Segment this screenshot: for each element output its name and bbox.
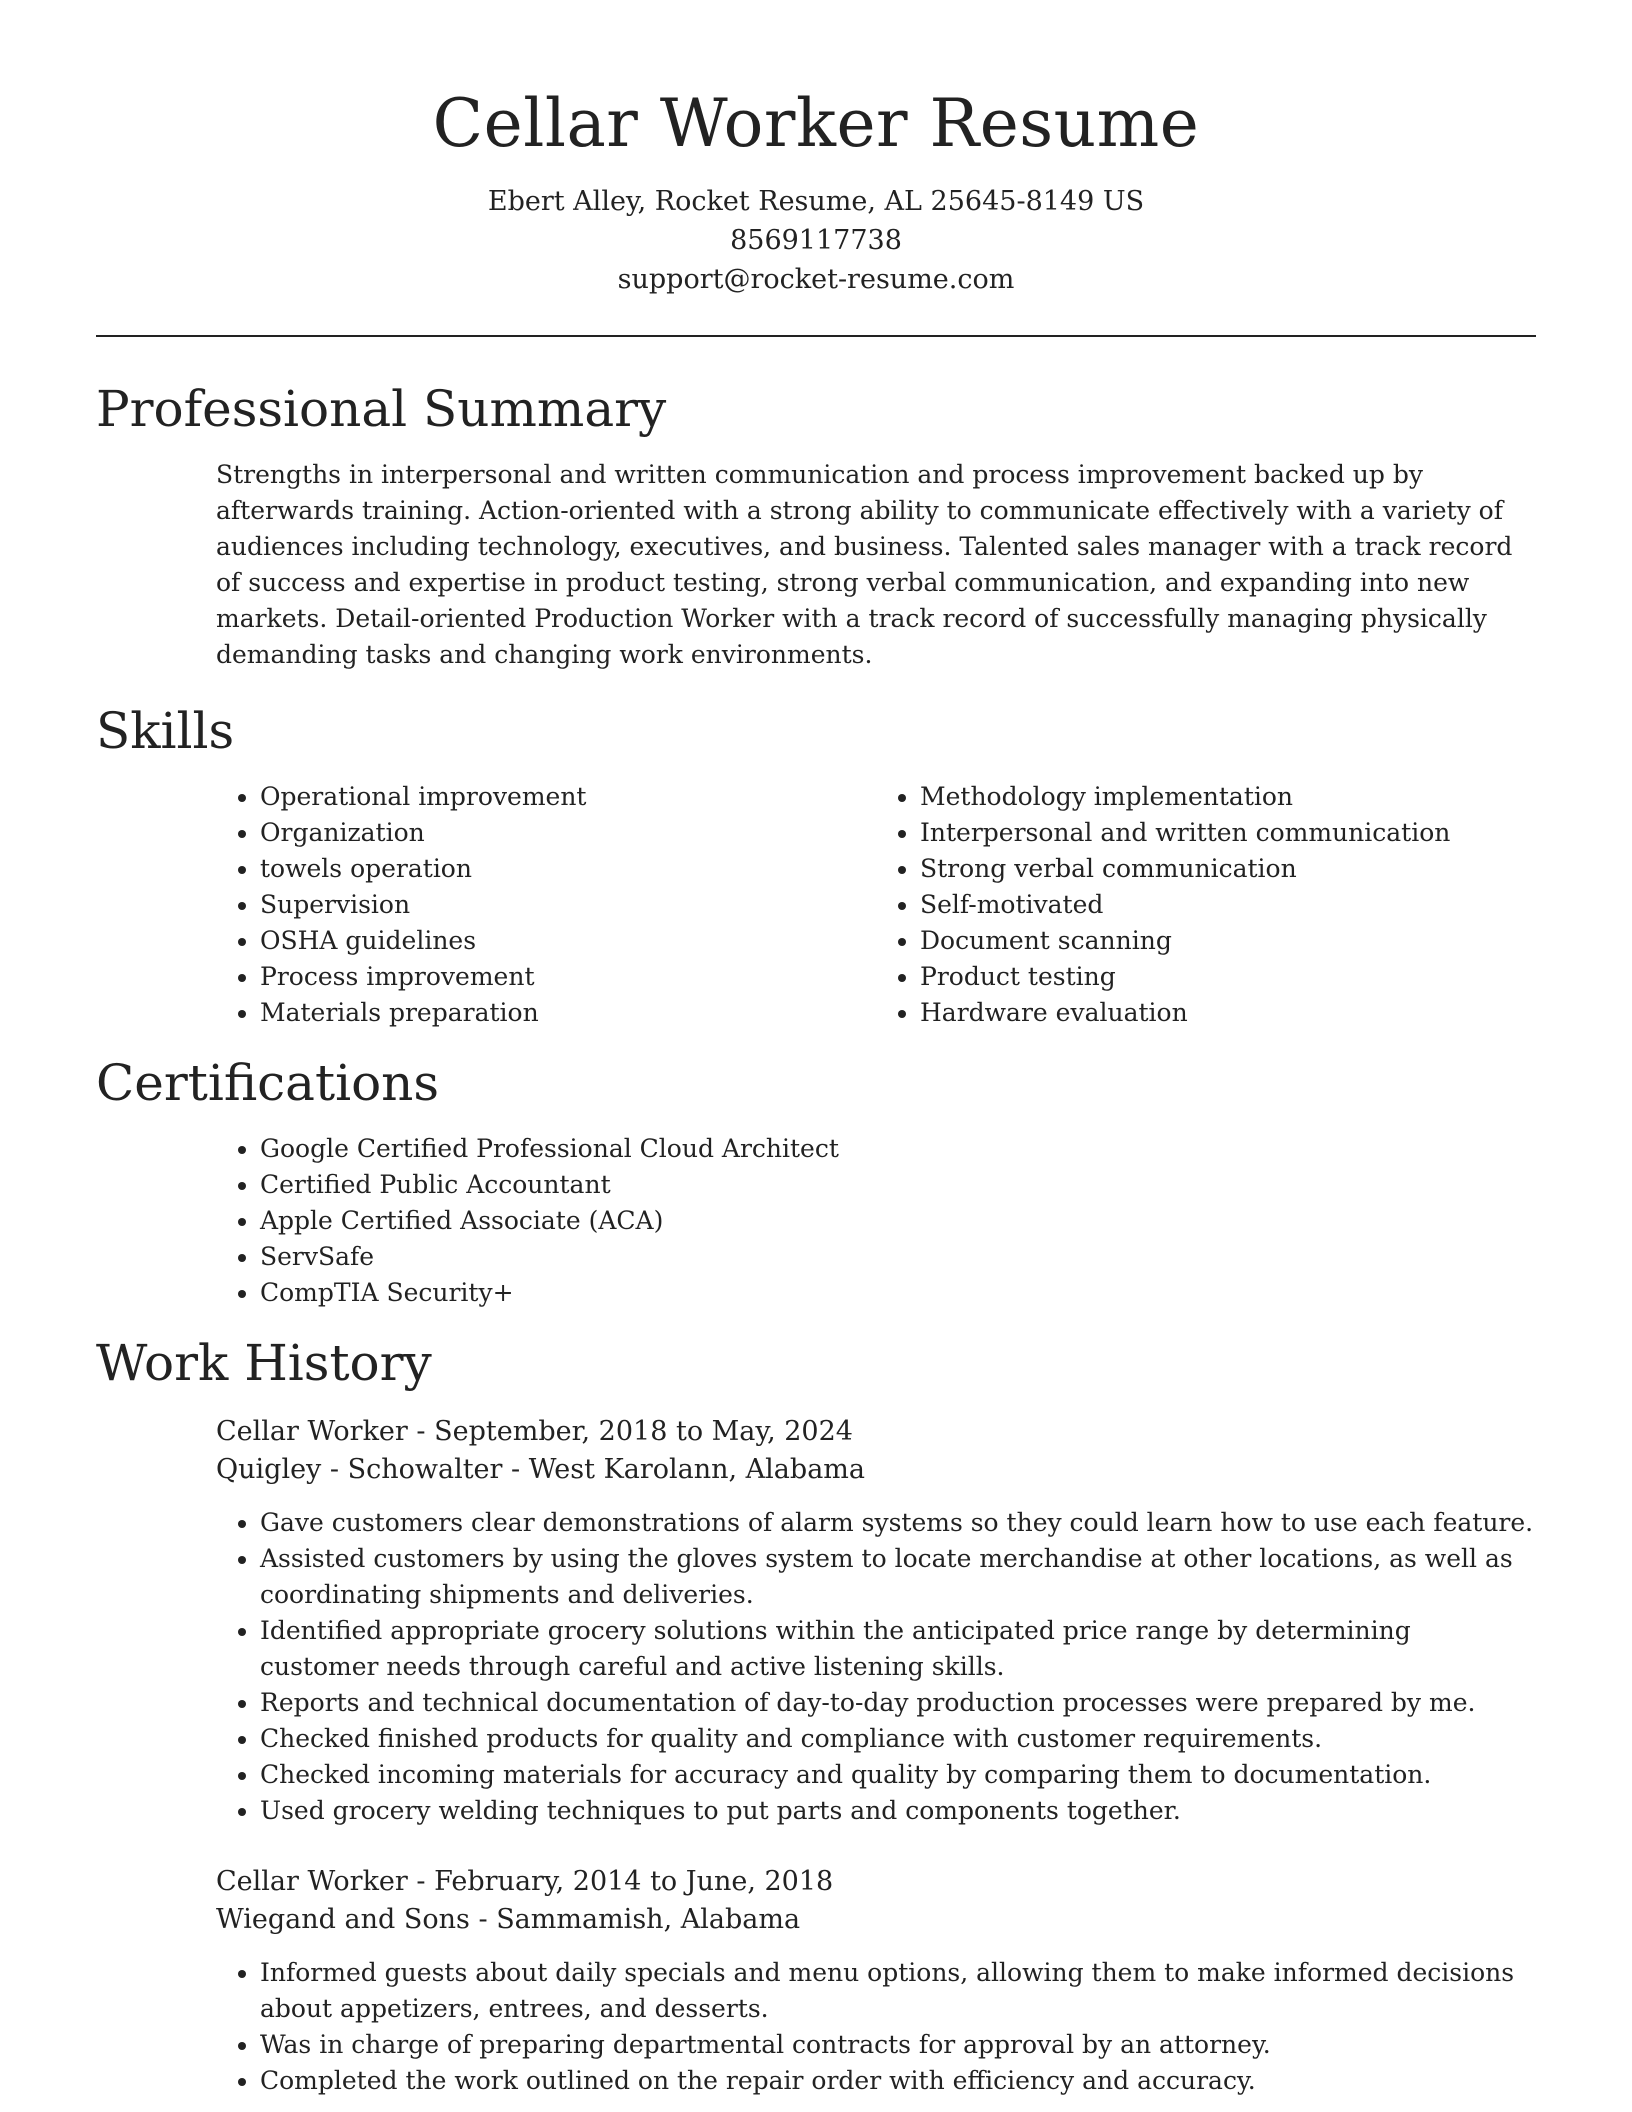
skill-item: • Strong verbal communication [920,851,1536,887]
certification-item: • CompTIA Security+ [260,1275,1536,1311]
job-bullets [216,1505,1536,1829]
certification-item: • Apple Certified Associate (ACA) [260,1203,1536,1239]
job-bullet: • Checked finished products for quality and compliance with customer requirements. [260,1721,1536,1757]
job-bullets [216,1955,1536,2099]
contact-block [96,182,1536,299]
certifications-ul [216,1131,1536,1311]
skill-item: • Product testing [920,959,1536,995]
skill-item: • Self-motivated [920,887,1536,923]
certification-item: • Certified Public Accountant [260,1167,1536,1203]
summary-heading: Professional Summary [96,379,667,438]
job-company-line: Wiegand and Sons - Sammamish, Alabama [216,1903,801,1935]
skills-list [216,779,1536,1031]
skill-item: • Organization [260,815,876,851]
skill-item: • Document scanning [920,923,1536,959]
skill-item: • Process improvement [260,959,876,995]
skills-heading: Skills [96,701,235,760]
contact-phone: 8569117738 [730,224,902,256]
job-dates: February, 2014 to June, 2018 [434,1865,834,1897]
skill-item: • Interpersonal and written communication [920,815,1536,851]
skill-item: • Materials preparation [260,995,876,1031]
job-bullet: • Assisted customers by using the gloves system to locate merchandise at other locations, as well as coordinating shipments and deliveries. [260,1541,1536,1613]
certifications-list [216,1131,1536,1311]
job-location: Sammamish, Alabama [496,1903,801,1935]
work-history-heading: Work History [96,1333,432,1392]
job-title-line: Cellar Worker - February, 2014 to June, 2018 [216,1865,834,1897]
job-header [216,1863,1536,1939]
job-bullet: • Gave customers clear demonstrations of alarm systems so they could learn how to use each feature. [260,1505,1536,1541]
job-bullet: • Informed guests about daily specials and menu options, allowing them to make informed decisions about appetizers, entrees, and desserts. [260,1955,1536,2027]
job-bullet: • Was in charge of preparing departmental contracts for approval by an attorney. [260,2027,1536,2063]
skill-item: • Supervision [260,887,876,923]
job-bullet: • Identified appropriate grocery solutions within the anticipated price range by determining customer needs through careful and active listening skills. [260,1613,1536,1685]
resume-title: Cellar Worker Resume [432,85,1200,162]
job-entry [216,1413,1536,1829]
summary-text: Strengths in interpersonal and written communication and process improvement backed up by afterwards training. Action-oriented with a strong ability to communicate effectively with a variety of audiences including technology, executives, and business. Talented sales manager with a track record of success and expertise in product testing, strong verbal communication, and expanding into new markets. Detail-oriented Production Worker with a track record of successfully managing physically demanding tasks and changing work environments. [216,459,1513,669]
job-header [216,1413,1536,1489]
skills-column-left [216,779,876,1031]
job-dates: September, 2018 to May, 2024 [434,1415,853,1447]
skills-column-right [876,779,1536,1031]
job-company: Wiegand and Sons [216,1903,470,1935]
job-bullet: • Reports and technical documentation of day-to-day production processes were prepared by me. [260,1685,1536,1721]
skill-item: • OSHA guidelines [260,923,876,959]
job-title-line: Cellar Worker - September, 2018 to May, 2024 [216,1415,853,1447]
job-bullet: • Checked incoming materials for accuracy and quality by comparing them to documentation. [260,1757,1536,1793]
job-company-line: Quigley - Schowalter - West Karolann, Alabama [216,1453,865,1485]
skill-item: • Operational improvement [260,779,876,815]
skill-item: • towels operation [260,851,876,887]
contact-address: Ebert Alley, Rocket Resume, AL 25645-8149 US [487,185,1145,217]
job-bullet: • Used grocery welding techniques to put parts and components together. [260,1793,1536,1829]
skill-item: • Methodology implementation [920,779,1536,815]
resume-header [96,0,1536,299]
job-location: West Karolann, Alabama [528,1453,865,1485]
job-bullet: • Completed the work outlined on the repair order with efficiency and accuracy. [260,2063,1536,2099]
job-company: Quigley - Schowalter [216,1453,503,1485]
certification-item: • Google Certified Professional Cloud Architect [260,1131,1536,1167]
certifications-heading: Certifications [96,1053,440,1112]
job-title: Cellar Worker [216,1865,408,1897]
header-divider [96,335,1536,337]
certification-item: • ServSafe [260,1239,1536,1275]
skill-item: • Hardware evaluation [920,995,1536,1031]
job-title: Cellar Worker [216,1415,408,1447]
contact-email: support@rocket-resume.com [617,263,1015,295]
job-entry [216,1863,1536,2099]
